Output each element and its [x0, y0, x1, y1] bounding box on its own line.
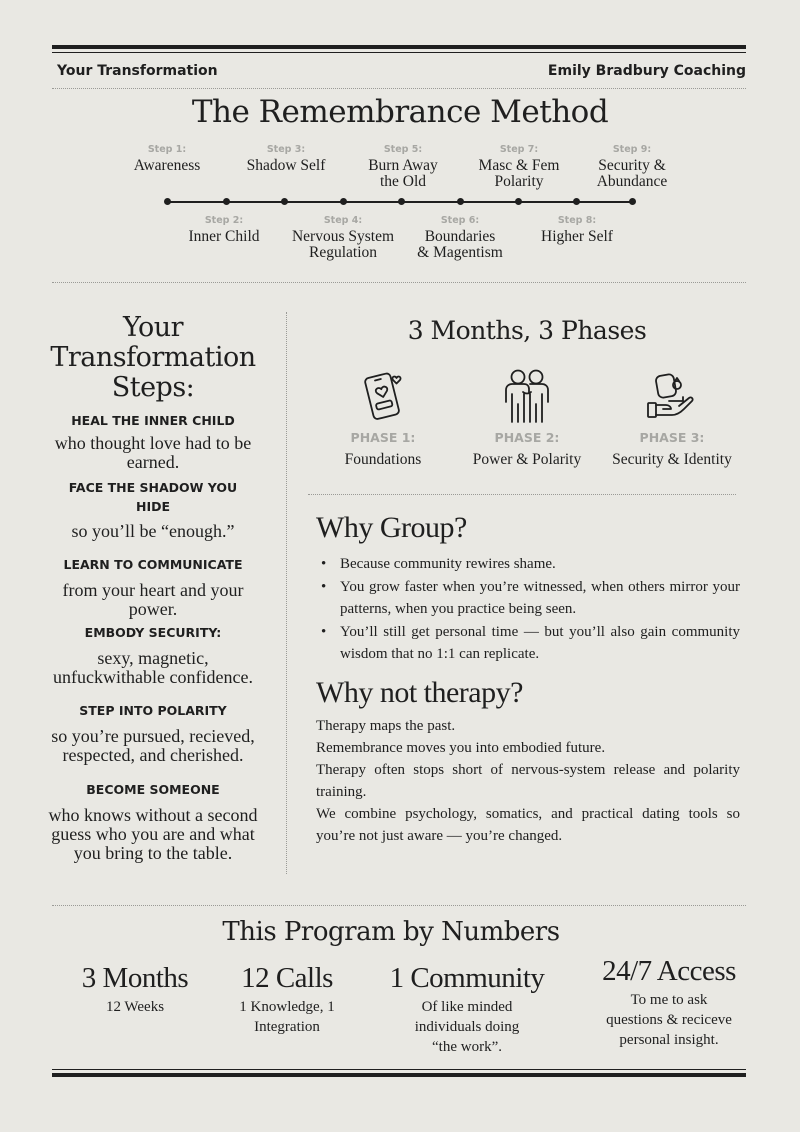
step-7	[454, 144, 584, 190]
step-5	[338, 144, 468, 190]
step-3	[221, 144, 351, 174]
step-name: Inner Child	[188, 228, 260, 245]
step-name: Security & Abundance	[596, 157, 668, 190]
number-caption: 12 Weeks	[105, 999, 165, 1015]
transformation-heading: BECOME SOMEONE	[86, 782, 220, 797]
timeline-dot	[398, 198, 405, 205]
therapy-line: Remembrance moves you into embodied future.	[316, 740, 606, 756]
phase-name: Foundations	[344, 451, 422, 468]
why-group-list	[316, 553, 740, 666]
top-rule-thin	[52, 52, 746, 53]
numbers-title: This Program by Numbers	[222, 917, 560, 947]
number-item	[50, 962, 220, 1017]
timeline-dot	[164, 198, 171, 205]
timeline-dot	[573, 198, 580, 205]
step-number: Step 3:	[266, 144, 306, 155]
step-number: Step 9:	[612, 144, 652, 155]
phases-title: 3 Months, 3 Phases	[407, 316, 647, 345]
phase-name: Power & Polarity	[472, 451, 582, 468]
step-number: Step 1:	[147, 144, 187, 155]
transformation-body: who knows without a second guess who you are and what you bring to the table.	[48, 805, 258, 863]
phase-name: Security & Identity	[612, 451, 732, 468]
couple-icon	[452, 368, 602, 424]
number-caption: Of like minded individuals doing “the work”.	[414, 999, 520, 1055]
top-rule	[52, 45, 746, 49]
transformation-body: sexy, magnetic, unfuckwithable confidence.	[53, 648, 253, 687]
list-item: • Because community rewires shame.	[316, 553, 740, 575]
list-item: • You grow faster when you’re witnessed, when others mirror your patterns, when you practice being seen.	[316, 576, 740, 620]
number-value: 24/7 Access	[602, 955, 736, 987]
step-number: Step 2:	[204, 215, 244, 226]
phone-heart-icon	[308, 368, 458, 424]
ring-hand-icon	[597, 368, 747, 424]
therapy-line: Therapy maps the past.	[316, 718, 456, 734]
number-caption: 1 Knowledge, 1 Integration	[239, 999, 335, 1035]
why-not-therapy-text	[316, 715, 740, 847]
column-divider	[286, 312, 287, 874]
transformation-heading: EMBODY SECURITY:	[84, 625, 222, 640]
transformation-body: from your heart and your power.	[62, 580, 244, 619]
step-number: Step 7:	[499, 144, 539, 155]
step-number: Step 4:	[323, 215, 363, 226]
bottom-rule	[52, 1073, 746, 1077]
timeline-dot	[281, 198, 288, 205]
number-value: 3 Months	[81, 962, 189, 994]
step-name: Masc & Fem Polarity	[478, 157, 560, 190]
section-divider	[52, 282, 746, 283]
phase-1	[308, 368, 458, 469]
transformation-item	[40, 411, 266, 472]
step-name: Burn Away the Old	[368, 157, 438, 190]
transformation-title: Your Transformation Steps:	[50, 312, 256, 403]
page-title: The Remembrance Method	[191, 94, 609, 130]
step-number: Step 5:	[383, 144, 423, 155]
transformation-steps	[40, 313, 266, 863]
number-value: 12 Calls	[241, 962, 333, 994]
transformation-heading: HEAL THE INNER CHILD	[71, 413, 235, 428]
why-group-title: Why Group?	[316, 511, 467, 544]
transformation-body: so you’ll be “enough.”	[71, 521, 235, 541]
transformation-body: so you’re pursued, recieved, respected, and cherished.	[51, 726, 255, 765]
transformation-item	[40, 701, 266, 765]
step-8	[512, 215, 642, 245]
transformation-item	[40, 623, 266, 687]
phase-3	[597, 368, 747, 469]
header-right: Emily Bradbury Coaching	[547, 63, 746, 79]
step-4	[278, 215, 408, 261]
therapy-line: We combine psychology, somatics, and practical dating tools so you’re not just aware — you’re changed.	[316, 806, 740, 844]
why-not-therapy-title: Why not therapy?	[316, 676, 523, 709]
transformation-item	[40, 555, 266, 619]
phase-number: PHASE 3:	[639, 430, 705, 445]
number-caption: To me to ask questions & reciceve personal insight.	[606, 992, 732, 1048]
timeline-dot	[457, 198, 464, 205]
phase-number: PHASE 1:	[350, 430, 416, 445]
step-2	[159, 215, 289, 245]
transformation-item	[40, 780, 266, 863]
step-name: Higher Self	[541, 228, 613, 245]
section-divider	[52, 905, 746, 906]
step-name: Shadow Self	[246, 157, 326, 174]
therapy-line: Therapy often stops short of nervous-system release and polarity training.	[316, 762, 740, 800]
step-name: Boundaries & Magentism	[417, 228, 503, 261]
phase-2	[452, 368, 602, 469]
transformation-heading: STEP INTO POLARITY	[79, 703, 227, 718]
timeline-dot	[629, 198, 636, 205]
header-divider	[52, 88, 746, 89]
timeline-dot	[515, 198, 522, 205]
transformation-item	[40, 478, 266, 541]
bottom-rule-thin	[52, 1069, 746, 1070]
phase-number: PHASE 2:	[494, 430, 560, 445]
header-left: Your Transformation	[57, 63, 218, 79]
timeline-dot	[223, 198, 230, 205]
number-item	[379, 962, 555, 1057]
step-name: Awareness	[133, 157, 201, 174]
number-value: 1 Community	[389, 962, 545, 994]
step-number: Step 6:	[440, 215, 480, 226]
transformation-heading: FACE THE SHADOW YOU HIDE	[68, 480, 238, 514]
step-9	[567, 144, 697, 190]
list-item: • You’ll still get personal time — but you’ll also gain community wisdom that no 1:1 can replicate.	[316, 621, 740, 665]
phases-divider	[308, 494, 736, 495]
transformation-heading: LEARN TO COMMUNICATE	[63, 557, 243, 572]
step-6	[395, 215, 525, 261]
step-name: Nervous System Regulation	[291, 228, 395, 261]
transformation-body: who thought love had to be earned.	[54, 433, 252, 472]
timeline-dot	[340, 198, 347, 205]
step-number: Step 8:	[557, 215, 597, 226]
number-item	[584, 955, 754, 1050]
number-item	[202, 962, 372, 1037]
step-1	[102, 144, 232, 174]
